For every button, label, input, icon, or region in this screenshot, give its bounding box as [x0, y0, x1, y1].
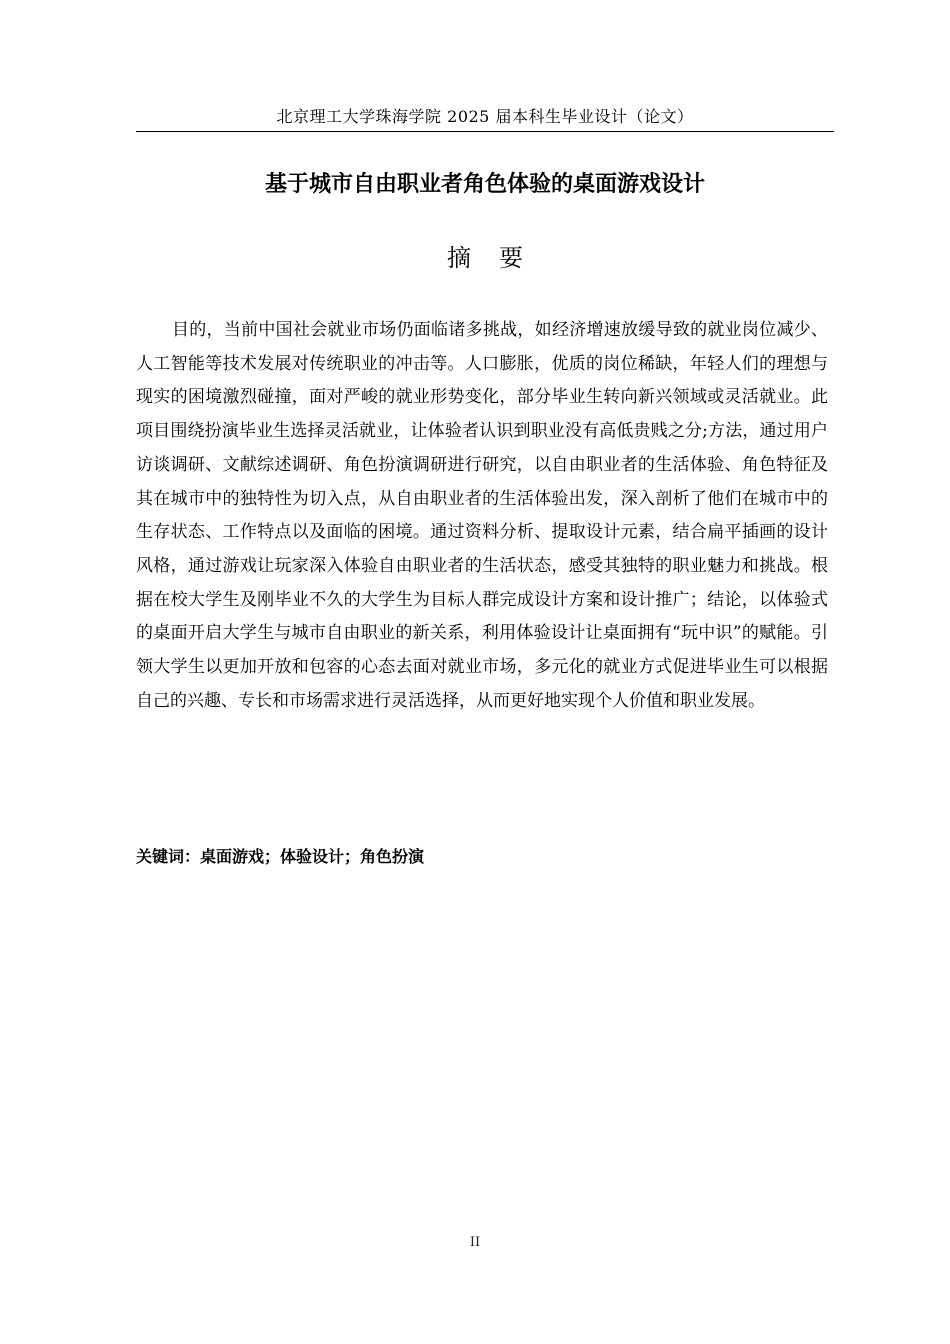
abstract-heading: [136, 240, 834, 276]
keywords-line: 关键词：桌面游戏；体验设计；角色扮演: [136, 847, 425, 866]
header-divider: [136, 131, 834, 132]
abstract-paragraph: 目的，当前中国社会就业市场仍面临诸多挑战，如经济增速放缓导致的就业岗位减少、人工智能等技术发展对传统职业的冲击等。人口膨胀，优质的岗位稀缺，年轻人们的理想与现实的困境激烈碰撞，面对严峻的就业形势变化，部分毕业生转向新兴领域或灵活就业。此项目围绕扮演毕业生选择灵活就业，让体验者认识到职业没有高低贵贱之分;方法，通过用户访谈调研、文献综述调研、角色扮演调研进行研究，以自由职业者的生活体验、角色特征及其在城市中的独特性为切入点，从自由职业者的生活体验出发，深入剖析了他们在城市中的生存状态、工作特点以及面临的困境。通过资料分析、提取设计元素，结合扁平插画的设计风格，通过游戏让玩家深入体验自由职业者的生活状态，感受其独特的职业魅力和挑战。根据在校大学生及刚毕业不久的大学生为目标人群完成设计方案和设计推广；结论，以体验式的桌面开启大学生与城市自由职业的新关系，利用体验设计让桌面拥有“玩中识”的赋能。引领大学生以更加开放和包容的心态去面对就业市场，多元化的就业方式促进毕业生可以根据自己的兴趣、专长和市场需求进行灵活选择，从而更好地实现个人价值和职业发展。: [136, 320, 828, 711]
abstract-heading-char-1: 摘: [447, 244, 471, 272]
running-header: 北京理工大学珠海学院 2025 届本科生毕业设计（论文）: [276, 107, 694, 126]
page-number: II: [469, 1235, 481, 1250]
thesis-title: 基于城市自由职业者角色体验的桌面游戏设计: [264, 172, 705, 197]
abstract-heading-char-2: 要: [499, 244, 523, 272]
